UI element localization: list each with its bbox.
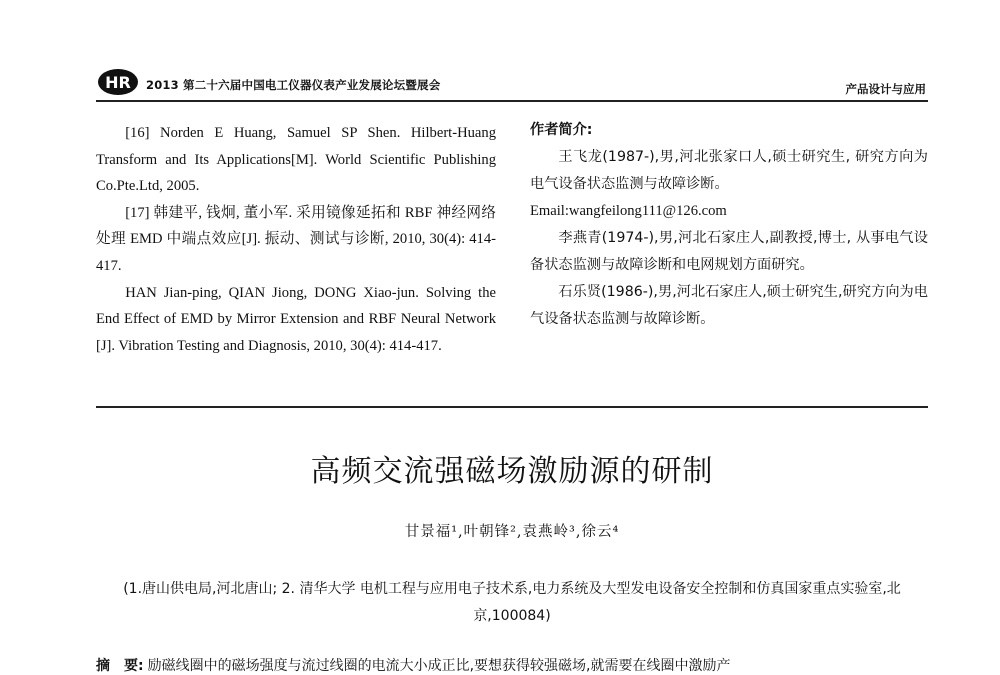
reference-item: HAN Jian-ping, QIAN Jiong, DONG Xiao-jun. Solving the End Effect of EMD by Mirror Extension and RBF Neural Network [J]. Vibration Testing and Diagnosis, 2010, 30(4): 414-417. <box>96 284 496 354</box>
author-bio: 石乐贤(1986-),男,河北石家庄人,硕士研究生,研究方向为电气设备状态监测与故障诊断。 <box>530 284 928 327</box>
reference-list <box>96 120 496 359</box>
author-bio: 李燕青(1974-),男,河北石家庄人,副教授,博士, 从事电气设备状态监测与故障诊断和电网规划方面研究。 <box>530 230 928 273</box>
conference-logo-icon <box>96 68 140 96</box>
author-bios <box>530 117 928 333</box>
section-divider <box>96 406 928 408</box>
author-bios-heading: 作者简介: <box>530 122 593 138</box>
article-affiliation: (1.唐山供电局,河北唐山; 2. 清华大学 电机工程与应用电子技术系,电力系统及大型发电设备安全控制和仿真国家重点实验室,北京,100084) <box>123 581 901 624</box>
abstract-label: 摘 要: <box>96 658 144 674</box>
running-header <box>96 66 928 102</box>
reference-item: [17] 韩建平, 钱炯, 董小军. 采用镜像延拓和 RBF 神经网络处理 EMD 中端点效应[J]. 振动、测试与诊断, 2010, 30(4): 414-417. <box>96 204 496 274</box>
article-authors: 甘景福¹,叶朝锋²,袁燕岭³,徐云⁴ <box>404 524 620 540</box>
article-title: 高频交流强磁场激励源的研制 <box>310 454 714 489</box>
author-email: Email:wangfeilong111@126.com <box>530 203 727 219</box>
svg-text:HR: HR <box>105 73 131 92</box>
conference-title: 2013 第二十六届中国电工仪器仪表产业发展论坛暨展会 <box>146 78 441 92</box>
abstract-text: 励磁线圈中的磁场强度与流过线圈的电流大小成正比,要想获得较强磁场,就需要在线圈中激励产 <box>147 658 731 674</box>
reference-item: [16] Norden E Huang, Samuel SP Shen. Hilbert-Huang Transform and Its Applications[M]. World Scientific Publishing Co.Pte.Ltd, 2005. <box>96 125 496 195</box>
article-abstract <box>96 655 928 675</box>
author-bio: 王飞龙(1987-),男,河北张家口人,硕士研究生, 研究方向为电气设备状态监测与故障诊断。 <box>530 149 928 192</box>
section-label: 产品设计与应用 <box>845 82 926 96</box>
